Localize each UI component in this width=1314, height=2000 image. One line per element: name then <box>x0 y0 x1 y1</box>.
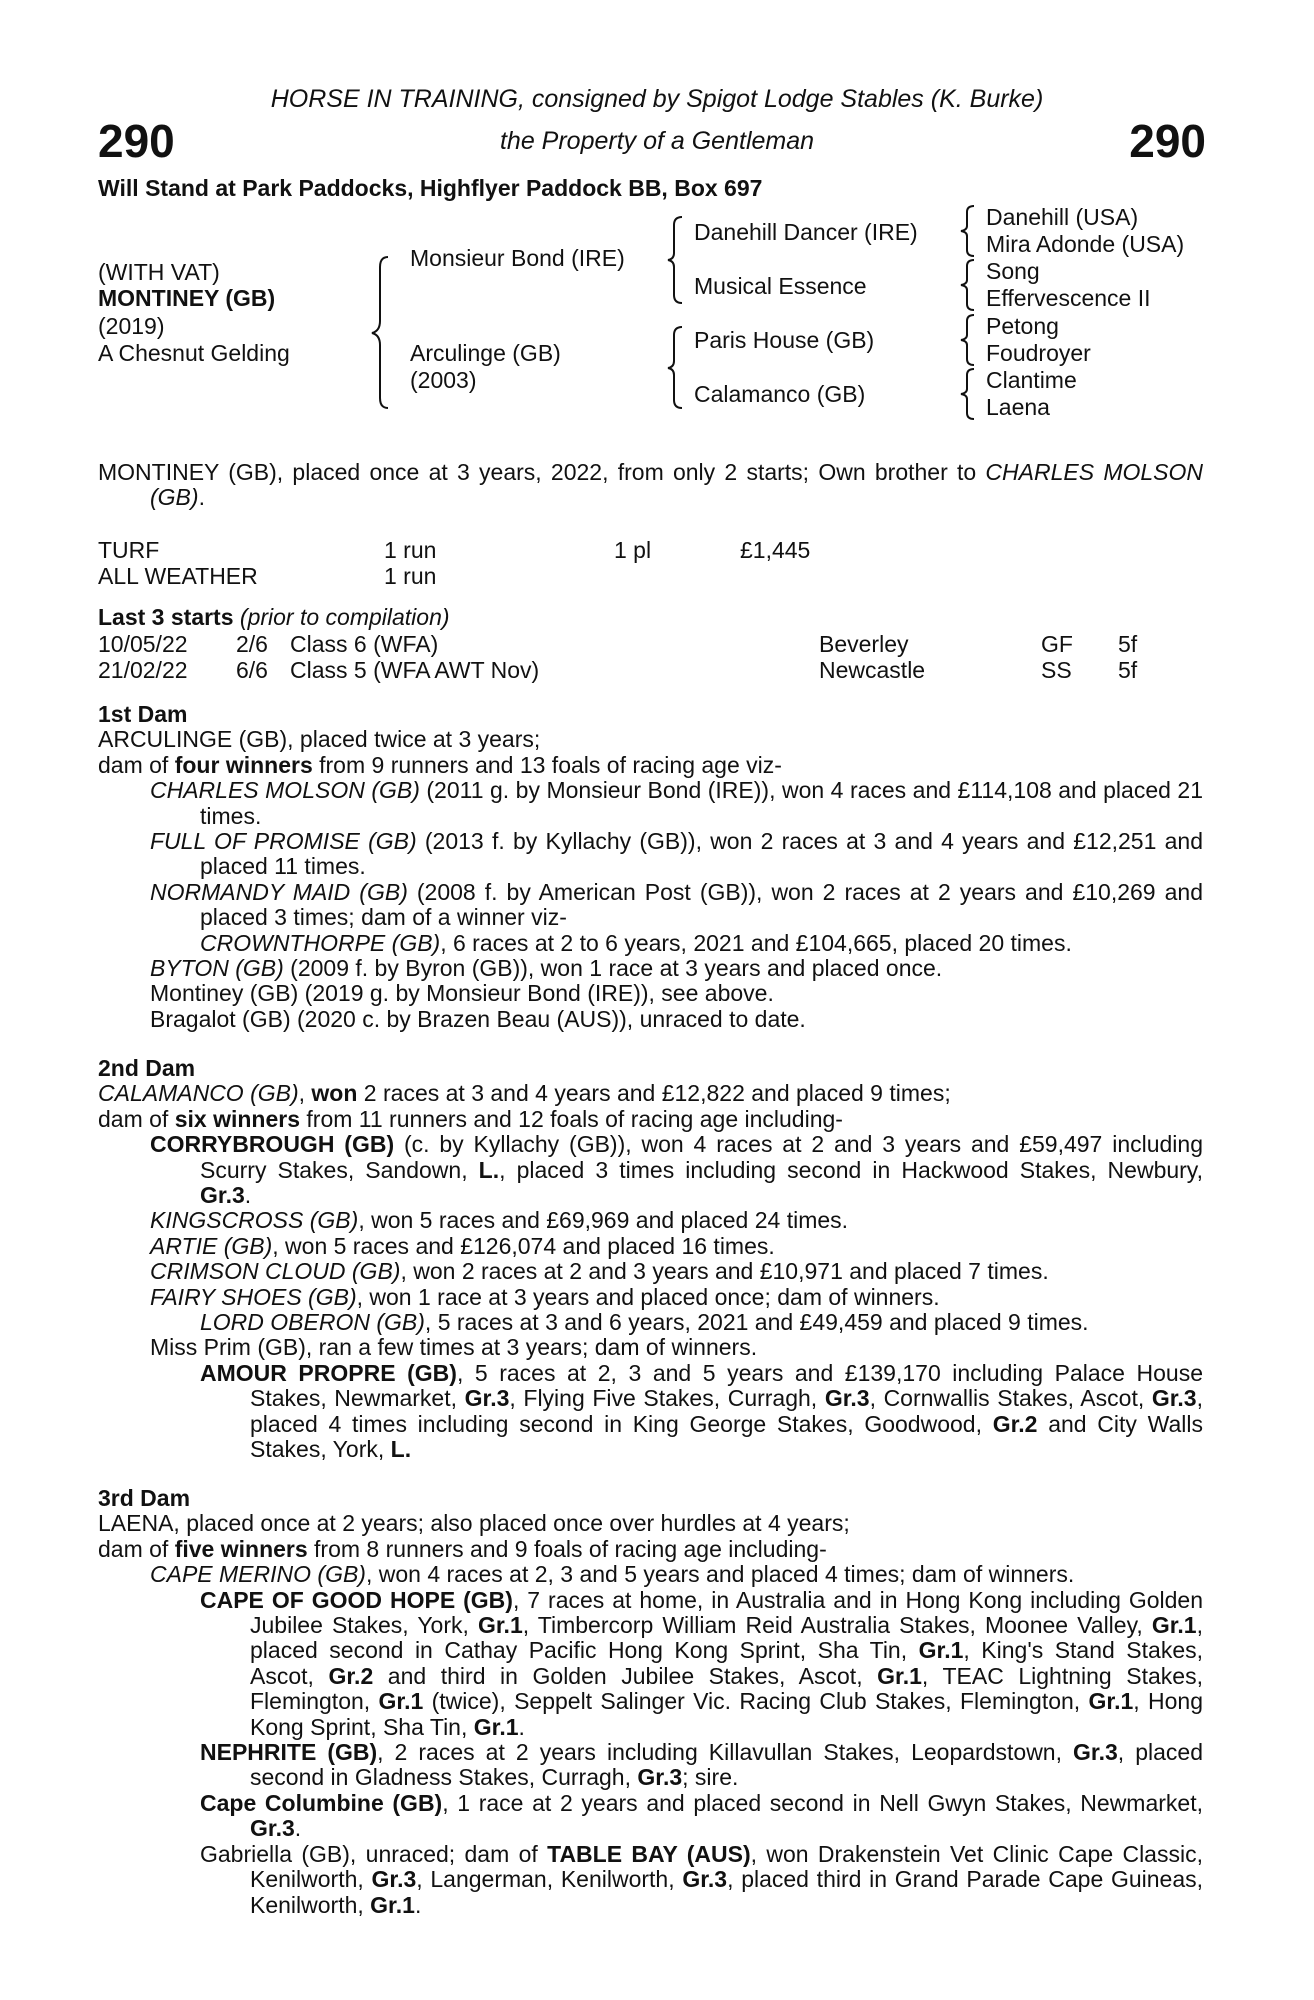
start-race: Class 6 (WFA) <box>290 631 439 657</box>
last-starts-title: Last 3 starts <box>98 604 234 630</box>
dam-line: ARCULINGE (GB), placed twice at 3 years; <box>98 726 541 753</box>
last-starts-note: (prior to compilation) <box>239 604 450 630</box>
section-title: 1st Dam <box>98 701 188 727</box>
text: dam of <box>98 1535 175 1562</box>
progeny-text: , 2 races at 2 years including Killavullan Stakes, Leopardstown, <box>377 1739 1074 1766</box>
text: , <box>298 1080 312 1107</box>
progeny-text: and third in Golden Jubilee Stakes, Ascot, <box>373 1662 878 1689</box>
progeny-text: . <box>518 1713 525 1740</box>
summary-end: . <box>198 484 205 511</box>
race-grade: Gr.3 <box>1073 1739 1118 1766</box>
horse-summary <box>98 460 1203 511</box>
text: from 11 runners and 12 foals of racing age including- <box>300 1105 843 1132</box>
race-grade: Gr.1 <box>877 1662 922 1689</box>
pedigree-g6: Foudroyer <box>986 340 1091 366</box>
progeny-text: , won 5 races and £126,074 and placed 16 times. <box>272 1232 775 1259</box>
record-runs: 1 run <box>384 537 437 563</box>
section-title: 2nd Dam <box>98 1055 196 1081</box>
pedigree-g8: Laena <box>986 394 1050 420</box>
start-going: SS <box>1041 657 1072 683</box>
progeny-text: , 5 races at 3 and 6 years, 2021 and £49,459 and placed 9 times. <box>424 1309 1089 1336</box>
progeny-line: Miss Prim (GB), ran a few times at 3 years; dam of winners. <box>150 1334 758 1361</box>
winners-count: five winners <box>174 1535 308 1562</box>
race-grade: Gr.3 <box>1151 1385 1197 1412</box>
progeny-text: , placed second in Gladness Stakes, Curragh, <box>250 1739 1203 1791</box>
winners-count: four winners <box>174 751 313 778</box>
progeny-text: (2011 g. by Monsieur Bond (IRE)), won 4 races and £114,108 and placed 21 times. <box>200 777 1203 829</box>
progeny-name: CROWNTHORPE (GB) <box>200 929 441 956</box>
start-position: 6/6 <box>236 657 268 683</box>
race-grade: L. <box>390 1436 412 1463</box>
stand-location: Will Stand at Park Paddocks, Highflyer Paddock BB, Box 697 <box>98 175 763 201</box>
progeny-text: (2013 f. by Kyllachy (GB)), won 2 races at 3 and 4 years and £12,251 and placed 11 times. <box>200 828 1203 880</box>
start-distance: 5f <box>1118 657 1138 683</box>
pedigree-sire: Monsieur Bond (IRE) <box>410 245 625 271</box>
pedigree-g2: Mira Adonde (USA) <box>986 231 1185 257</box>
vat-note: (WITH VAT) <box>98 259 220 285</box>
race-grade: Gr.2 <box>992 1410 1038 1437</box>
race-grade: Gr.3 <box>682 1866 728 1893</box>
start-course: Newcastle <box>819 657 926 683</box>
progeny-text: , won 4 races at 2, 3 and 5 years and placed 4 times; dam of winners. <box>365 1561 1075 1588</box>
progeny-name: TABLE BAY (AUS) <box>547 1840 751 1867</box>
pedigree-brace-main <box>368 255 398 410</box>
race-grade: Gr.3 <box>464 1385 510 1412</box>
progeny-text: , won 2 races at 2 and 3 years and £10,971 and placed 7 times. <box>400 1258 1049 1285</box>
pedigree-brace-g1 <box>958 204 982 258</box>
text: from 8 runners and 9 foals of racing age including- <box>307 1535 827 1562</box>
progeny-name: NEPHRITE (GB) <box>200 1739 378 1766</box>
pedigree-brace-g4 <box>958 367 982 421</box>
text: 2 races at 3 and 4 years and £12,822 and placed 9 times; <box>357 1080 951 1107</box>
horse-year: (2019) <box>98 313 165 339</box>
race-grade: Gr.1 <box>1088 1688 1134 1715</box>
record-runs: 1 run <box>384 563 437 589</box>
progeny-text: and City Walls Stakes, York, <box>250 1410 1203 1463</box>
progeny-name: CAPE OF GOOD HOPE (GB) <box>200 1586 513 1613</box>
progeny-name: NORMANDY MAID (GB) <box>150 878 408 905</box>
progeny-name: BYTON (GB) <box>150 955 284 982</box>
progeny-name: CRIMSON CLOUD (GB) <box>150 1258 401 1285</box>
start-race: Class 5 (WFA AWT Nov) <box>290 657 540 683</box>
progeny-text: (2009 f. by Byron (GB)), won 1 race at 3 years and placed once. <box>283 955 943 982</box>
progeny-name: CAPE MERINO (GB) <box>150 1561 366 1588</box>
progeny-text: , Timbercorp William Reid Australia Stakes, Moonee Valley, <box>522 1612 1152 1639</box>
race-grade: Gr.1 <box>378 1688 424 1715</box>
race-grade: Gr.1 <box>477 1612 523 1639</box>
text: dam of <box>98 751 175 778</box>
start-date: 21/02/22 <box>98 657 188 683</box>
progeny-text: , placed second in Cathay Pacific Hong Kong Sprint, Sha Tin, <box>250 1612 1203 1664</box>
progeny-text: , won Drakenstein Vet Clinic Cape Classic, Kenilworth, <box>250 1840 1203 1893</box>
start-going: GF <box>1041 631 1073 657</box>
pedigree-sire-sire: Danehill Dancer (IRE) <box>694 219 918 245</box>
race-grade: Gr.1 <box>370 1891 415 1918</box>
pedigree-g5: Petong <box>986 313 1059 339</box>
property-line: the Property of a Gentleman <box>499 127 815 155</box>
start-date: 10/05/22 <box>98 631 188 657</box>
pedigree-g3: Song <box>986 258 1040 284</box>
progeny-name: FAIRY SHOES (GB) <box>150 1283 357 1310</box>
text: from 9 runners and 13 foals of racing age viz- <box>312 751 782 778</box>
lot-number-left: 290 <box>98 115 175 167</box>
progeny-text: , Cornwallis Stakes, Ascot, <box>869 1385 1152 1412</box>
pedigree-brace-g3 <box>958 313 982 367</box>
record-placed: 1 pl <box>614 537 652 563</box>
record-prize: £1,445 <box>740 537 811 563</box>
progeny-text: , Langerman, Kenilworth, <box>416 1866 683 1893</box>
pedigree-brace-dam <box>664 325 690 410</box>
race-grade: Gr.1 <box>1151 1612 1197 1639</box>
race-grade: Gr.2 <box>328 1662 374 1689</box>
text: dam of <box>98 1105 175 1132</box>
summary-text: MONTINEY (GB), placed once at 3 years, 2022, from only 2 starts; Own brother to <box>98 459 986 485</box>
record-surface: ALL WEATHER <box>98 563 258 589</box>
race-grade: Gr.3 <box>200 1182 245 1209</box>
lot-number-right: 290 <box>1129 115 1206 167</box>
progeny-text: , TEAC Lightning Stakes, Flemington, <box>250 1662 1203 1715</box>
progeny-text: Gabriella (GB), unraced; dam of <box>200 1840 548 1867</box>
start-position: 2/6 <box>236 631 268 657</box>
race-grade: Gr.3 <box>250 1815 295 1842</box>
pedigree-dam-sire: Paris House (GB) <box>694 327 875 353</box>
progeny-name: CHARLES MOLSON (GB) <box>150 777 420 804</box>
pedigree-brace-g2 <box>958 258 982 312</box>
start-distance: 5f <box>1118 631 1138 657</box>
progeny-text: . <box>294 1815 302 1842</box>
record-surface: TURF <box>98 537 160 563</box>
progeny-text: , Hong Kong Sprint, Sha Tin, <box>250 1688 1203 1740</box>
pedigree-g4: Effervescence II <box>986 285 1151 311</box>
progeny-text: , won 5 races and £69,969 and placed 24 times. <box>358 1207 849 1234</box>
progeny-text: ; sire. <box>682 1764 739 1791</box>
progeny-text: . <box>244 1182 252 1209</box>
dam-line: LAENA, placed once at 2 years; also placed once over hurdles at 4 years; <box>98 1510 850 1537</box>
progeny-text: , 5 races at 2, 3 and 5 years and £139,170 including Palace House Stakes, Newmarket, <box>250 1359 1203 1412</box>
last-starts-heading <box>98 605 450 631</box>
progeny-line: Bragalot (GB) (2020 c. by Brazen Beau (AUS)), unraced to date. <box>150 1005 806 1032</box>
progeny-name: AMOUR PROPRE (GB) <box>200 1359 457 1386</box>
progeny-name: KINGSCROSS (GB) <box>150 1207 359 1234</box>
progeny-name: FULL OF PROMISE (GB) <box>150 828 417 855</box>
start-course: Beverley <box>819 631 909 657</box>
horse-description: A Chesnut Gelding <box>98 340 290 366</box>
progeny-text: , won 1 race at 3 years and placed once; dam of winners. <box>356 1283 940 1310</box>
race-grade: L. <box>478 1156 500 1183</box>
third-dam-section <box>98 1486 1203 1918</box>
pedigree-brace-sire <box>664 215 690 305</box>
progeny-text: , placed third in Grand Parade Cape Guineas, Kenilworth, <box>250 1866 1204 1918</box>
winners-count: six winners <box>174 1105 300 1132</box>
progeny-name: Cape Columbine (GB) <box>200 1789 443 1816</box>
progeny-text: , placed 4 times including second in King George Stakes, Goodwood, <box>250 1385 1203 1437</box>
race-grade: Gr.1 <box>473 1713 519 1740</box>
progeny-name: ARTIE (GB) <box>150 1232 273 1259</box>
pedigree-g1: Danehill (USA) <box>986 204 1139 230</box>
first-dam-section <box>98 702 1203 1032</box>
race-grade: Gr.3 <box>371 1866 417 1893</box>
progeny-text: (twice), Seppelt Salinger Vic. Racing Club Stakes, Flemington, <box>423 1688 1089 1715</box>
pedigree-dam: Arculinge (GB) <box>410 340 561 366</box>
progeny-name: CORRYBROUGH (GB) <box>150 1131 395 1158</box>
summary-brother: CHARLES MOLSON (GB) <box>150 459 1203 511</box>
progeny-text: , placed 3 times including second in Hackwood Stakes, Newbury, <box>499 1156 1203 1183</box>
race-grade: Gr.3 <box>637 1764 683 1791</box>
text: won <box>311 1080 358 1107</box>
progeny-text: , Flying Five Stakes, Curragh, <box>509 1385 825 1412</box>
dam-name: CALAMANCO (GB) <box>98 1080 299 1107</box>
progeny-line: Montiney (GB) (2019 g. by Monsieur Bond (IRE)), see above. <box>150 980 774 1007</box>
pedigree-sire-dam: Musical Essence <box>694 273 867 299</box>
pedigree-dam-year: (2003) <box>410 367 477 393</box>
race-grade: Gr.3 <box>824 1385 870 1412</box>
section-title: 3rd Dam <box>98 1485 191 1511</box>
progeny-text: , 7 races at home, in Australia and in Hong Kong including Golden Jubilee Stakes, York, <box>250 1586 1203 1639</box>
pedigree-g7: Clantime <box>986 367 1077 393</box>
progeny-text: , King's Stand Stakes, Ascot, <box>250 1637 1204 1689</box>
progeny-text: , 1 race at 2 years and placed second in Nell Gwyn Stakes, Newmarket, <box>442 1789 1203 1816</box>
race-grade: Gr.1 <box>918 1637 964 1664</box>
pedigree-dam-dam: Calamanco (GB) <box>694 381 866 407</box>
second-dam-section <box>98 1056 1203 1463</box>
progeny-text: . <box>414 1891 422 1918</box>
horse-name: MONTINEY (GB) <box>98 285 276 311</box>
consignor-line: HORSE IN TRAINING, consigned by Spigot Lodge Stables (K. Burke) <box>270 85 1044 113</box>
progeny-name: LORD OBERON (GB) <box>200 1309 425 1336</box>
progeny-text: , 6 races at 2 to 6 years, 2021 and £104,665, placed 20 times. <box>440 929 1072 956</box>
progeny-text: (2008 f. by American Post (GB)), won 2 races at 2 years and £10,269 and placed 3 times; dam of a winner viz- <box>200 878 1203 931</box>
progeny-text: (c. by Kyllachy (GB)), won 4 races at 2 and 3 years and £59,497 including Scurry Stakes, Sandown, <box>200 1131 1203 1183</box>
